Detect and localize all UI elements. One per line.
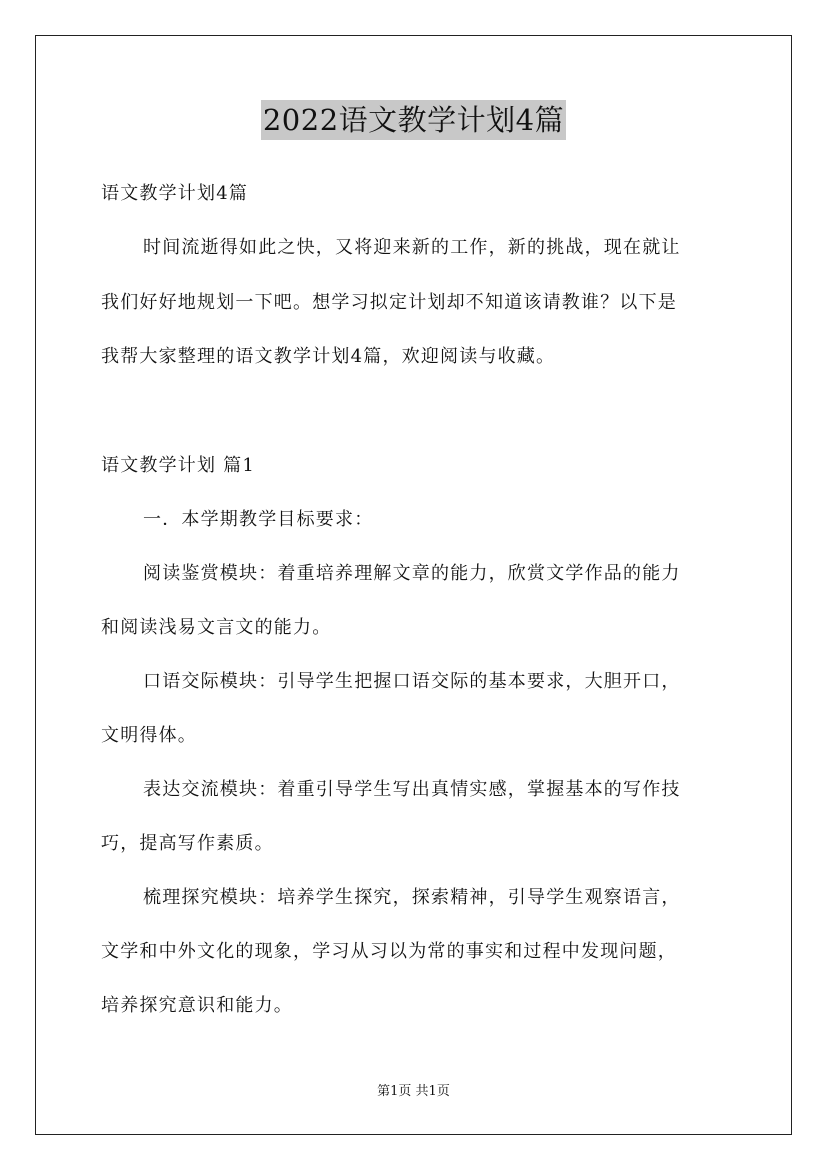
section-heading: 语文教学计划 篇1	[101, 455, 255, 476]
paragraph-expression-line-1: 表达交流模块：着重引导学生写出真情实感，掌握基本的写作技	[143, 779, 681, 800]
item-heading: 一．本学期教学目标要求：	[143, 509, 374, 530]
paragraph-explore-line-3: 培养探究意识和能力。	[101, 995, 293, 1016]
intro-line-3: 我帮大家整理的语文教学计划4篇，欢迎阅读与收藏。	[101, 346, 556, 367]
document-title: 2022语文教学计划4篇	[261, 100, 566, 140]
intro-line-2: 我们好好地规划一下吧。想学习拟定计划却不知道该请教谁？以下是	[101, 292, 677, 313]
paragraph-oral-line-2: 文明得体。	[101, 725, 197, 746]
paragraph-reading-line-1: 阅读鉴赏模块：着重培养理解文章的能力，欣赏文学作品的能力	[143, 563, 681, 584]
paragraph-explore-line-2: 文学和中外文化的现象，学习从习以为常的事实和过程中发现问题，	[101, 941, 677, 962]
paragraph-expression-line-2: 巧，提高写作素质。	[101, 833, 274, 854]
document-subtitle: 语文教学计划4篇	[101, 183, 249, 204]
paragraph-explore-line-1: 梳理探究模块：培养学生探究，探索精神，引导学生观察语言，	[143, 887, 681, 908]
title-container	[0, 100, 827, 140]
paragraph-oral-line-1: 口语交际模块：引导学生把握口语交际的基本要求，大胆开口，	[143, 671, 681, 692]
intro-line-1: 时间流逝得如此之快，又将迎来新的工作，新的挑战，现在就让	[143, 237, 681, 258]
page-footer: 第1页 共1页	[377, 1084, 450, 1099]
paragraph-reading-line-2: 和阅读浅易文言文的能力。	[101, 617, 332, 638]
